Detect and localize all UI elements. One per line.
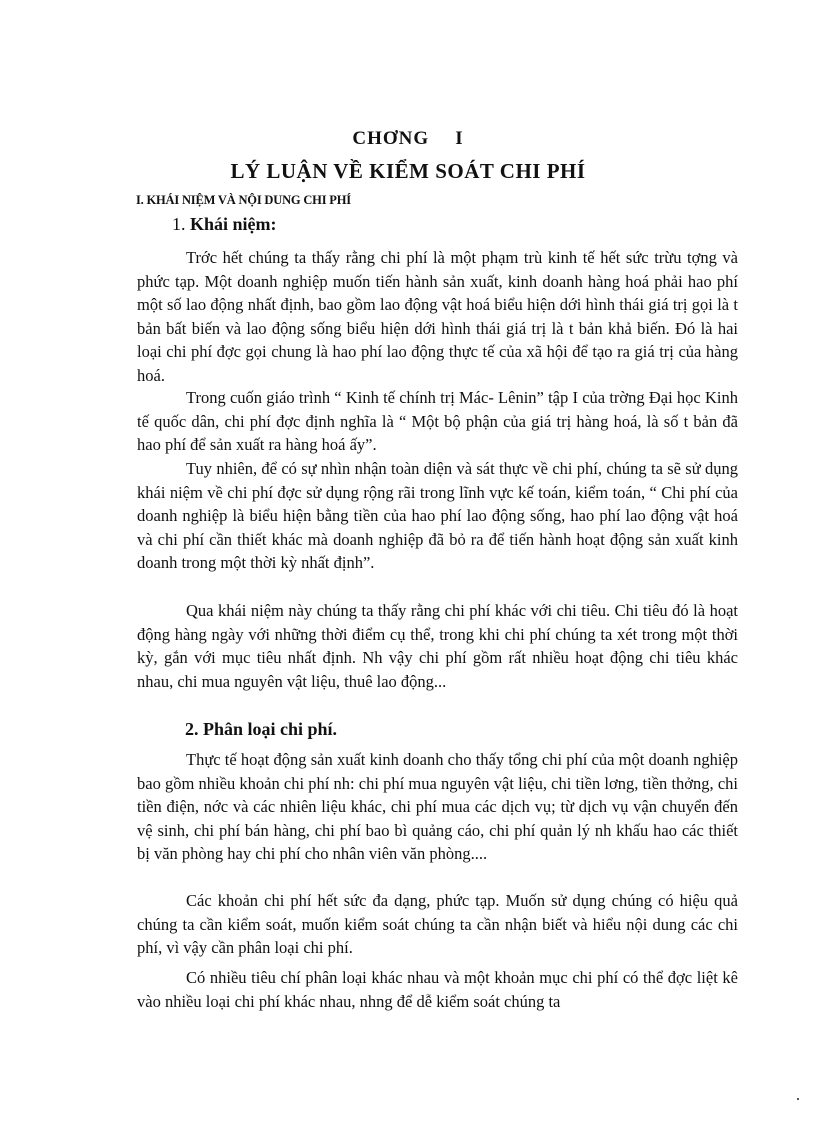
chapter-title: LÝ LUẬN VỀ KIỂM SOÁT CHI PHÍ [230,159,586,183]
subsection-1-heading [172,214,277,235]
subsection-1-label: Khái niệm: [190,214,277,234]
paragraph-3: Tuy nhiên, để có sự nhìn nhận toàn diện và sát thực về chi phí, chúng ta sẽ sử dụng khái niệm về chi phí đợc sử dụng rộng rãi trong lĩnh vực kế toán, kiểm toán, “ Chi phí của doanh nghiệp là biểu hiện bằng tiền của hao phí lao động sống, hao phí lao động vật hoá và chi phí cần thiết khác mà doanh nghiệp đã bỏ ra để tiến hành hoạt động sản xuất kinh doanh trong một thời kỳ nhất định”. [137,459,738,572]
paragraph-6: Các khoản chi phí hết sức đa dạng, phức tạp. Muốn sử dụng chúng có hiệu quả chúng ta cần kiểm soát, muốn kiểm soát chúng ta cần nhận biết và hiểu nội dung các chi phí, vì vậy cần phân loại chi phí. [137,891,738,957]
paragraph-2: Trong cuốn giáo trình “ Kinh tế chính trị Mác- Lênin” tập I của trờng Đại học Kinh tế quốc dân, chi phí đợc định nghĩa là “ Một bộ phận của giá trị hàng hoá, là số t bản đã hao phí để sản xuất ra hàng hoá ấy”. [137,388,738,454]
chapter-word: CHƠNG [352,128,430,149]
subsection-1-number: 1. [172,214,186,234]
paragraph-5: Thực tế hoạt động sản xuất kinh doanh cho thấy tổng chi phí của một doanh nghiệp bao gồm nhiều khoản chi phí nh: chi phí mua nguyên vật liệu, chi tiền lơng, tiền thởng, chi tiền điện, nớc và các nhiên liệu khác, chi phí mua các dịch vụ; từ dịch vụ vận chuyển đến vệ sinh, chi phí bán hàng, chi phí bao bì quảng cáo, chi phí quản lý nh khấu hao các thiết bị văn phòng hay chi phí cho nhân viên văn phòng.... [137,750,738,863]
page-corner-mark [797,1098,799,1100]
paragraph-4: Qua khái niệm này chúng ta thấy rằng chi phí khác với chi tiêu. Chi tiêu đó là hoạt động hàng ngày với những thời điểm cụ thể, trong khi chi phí chúng ta xét trong một thời kỳ, gắn với mục tiêu nhất định. Nh vậy chi phí gồm rất nhiều hoạt động chi tiêu khác nhau, chi mua nguyên vật liệu, thuê lao động... [137,601,738,691]
section-heading: I. KHÁI NIỆM VÀ NỘI DUNG CHI PHÍ [136,193,351,207]
chapter-numeral: I [455,128,464,149]
paragraph-1: Trớc hết chúng ta thấy rằng chi phí là một phạm trù kinh tế hết sức trừu tợng và phức tạp. Một doanh nghiệp muốn tiến hành sản xuất, kinh doanh hàng hoá phải hao phí một số lao động nhất định, bao gồm lao động vật hoá biểu hiện dới hình thái giá trị gọi là t bản bất biến và lao động sống biểu hiện dới hình thái giá trị là t bản khả biến. Đó là hai loại chi phí đợc gọi chung là hao phí lao động thực tế của xã hội để tạo ra giá trị của hàng hoá. [137,248,738,385]
paragraph-7: Có nhiều tiêu chí phân loại khác nhau và một khoản mục chi phí có thể đợc liệt kê vào nhiều loại chi phí khác nhau, nhng để dễ kiểm soát chúng ta [137,968,738,1011]
chapter-heading [0,128,816,150]
subsection-2-heading: 2. Phân loại chi phí. [185,719,338,739]
